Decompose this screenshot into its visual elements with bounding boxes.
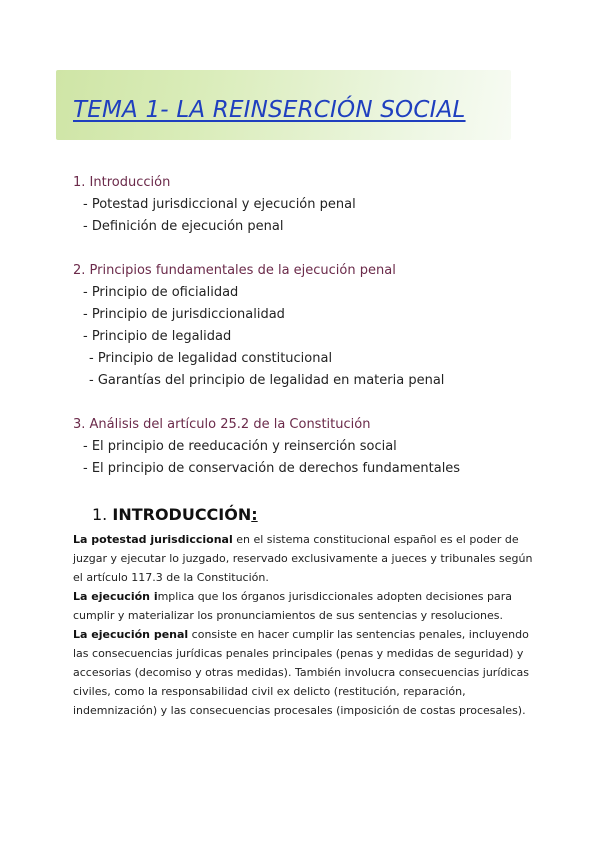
paragraph-text: mplica que los órganos jurisdiccionales adopten decisiones para cumplir y materializar los pronunciamientos de sus sentencias y resoluciones.	[73, 590, 512, 622]
introduction-body	[73, 530, 533, 720]
paragraph-ejecucion	[73, 587, 533, 625]
toc-heading: 1. Introducción	[73, 175, 171, 190]
toc-item: - Principio de oficialidad	[83, 285, 239, 300]
toc-heading: 3. Análisis del artículo 25.2 de la Constitución	[73, 417, 371, 432]
paragraph-text: en el sistema constitucional español es el poder de juzgar y ejecutar lo juzgado, reservado exclusivamente a jueces y tribunales según el artículo 117.3 de la Constitución.	[73, 533, 533, 584]
term-potestad: La potestad jurisdiccional	[73, 533, 233, 546]
toc-item: - El principio de reeducación y reinserción social	[83, 439, 397, 454]
paragraph-potestad	[73, 530, 533, 587]
toc-section	[73, 414, 553, 480]
toc-section	[73, 172, 553, 238]
page-title: TEMA 1- LA REINSERCIÓN SOCIAL	[73, 97, 466, 123]
toc-item: - El principio de conservación de derechos fundamentales	[83, 461, 461, 476]
term-ejecucion-penal: La ejecución penal	[73, 628, 189, 641]
toc-heading: 2. Principios fundamentales de la ejecución penal	[73, 263, 396, 278]
toc-item: - Garantías del principio de legalidad en materia penal	[89, 373, 445, 388]
toc-section	[73, 260, 553, 392]
paragraph-ejecucion-penal	[73, 625, 533, 720]
paragraph-text: consiste en hacer cumplir las sentencias penales, incluyendo las consecuencias jurídicas penales principales (penas y medidas de seguridad) y accesorias (decomiso y otras medidas). También involucra consecuencias jurídicas civiles, como la responsabilidad civil ex delicto (restitución, reparación, indemnización) y las consecuencias procesales (imposición de costas procesales).	[73, 628, 529, 717]
toc-item: - Principio de legalidad constitucional	[89, 351, 333, 366]
term-ejecucion: La ejecución i	[73, 590, 158, 603]
toc-item: - Definición de ejecución penal	[83, 219, 284, 234]
section-colon: :	[251, 505, 258, 524]
section-number: 1.	[92, 505, 113, 524]
table-of-contents	[73, 172, 553, 502]
toc-item: - Principio de legalidad	[83, 329, 232, 344]
toc-item: - Potestad jurisdiccional y ejecución penal	[83, 197, 356, 212]
section-title: INTRODUCCIÓN	[112, 505, 252, 524]
section-heading-introduccion	[92, 505, 258, 524]
toc-item: - Principio de jurisdiccionalidad	[83, 307, 285, 322]
